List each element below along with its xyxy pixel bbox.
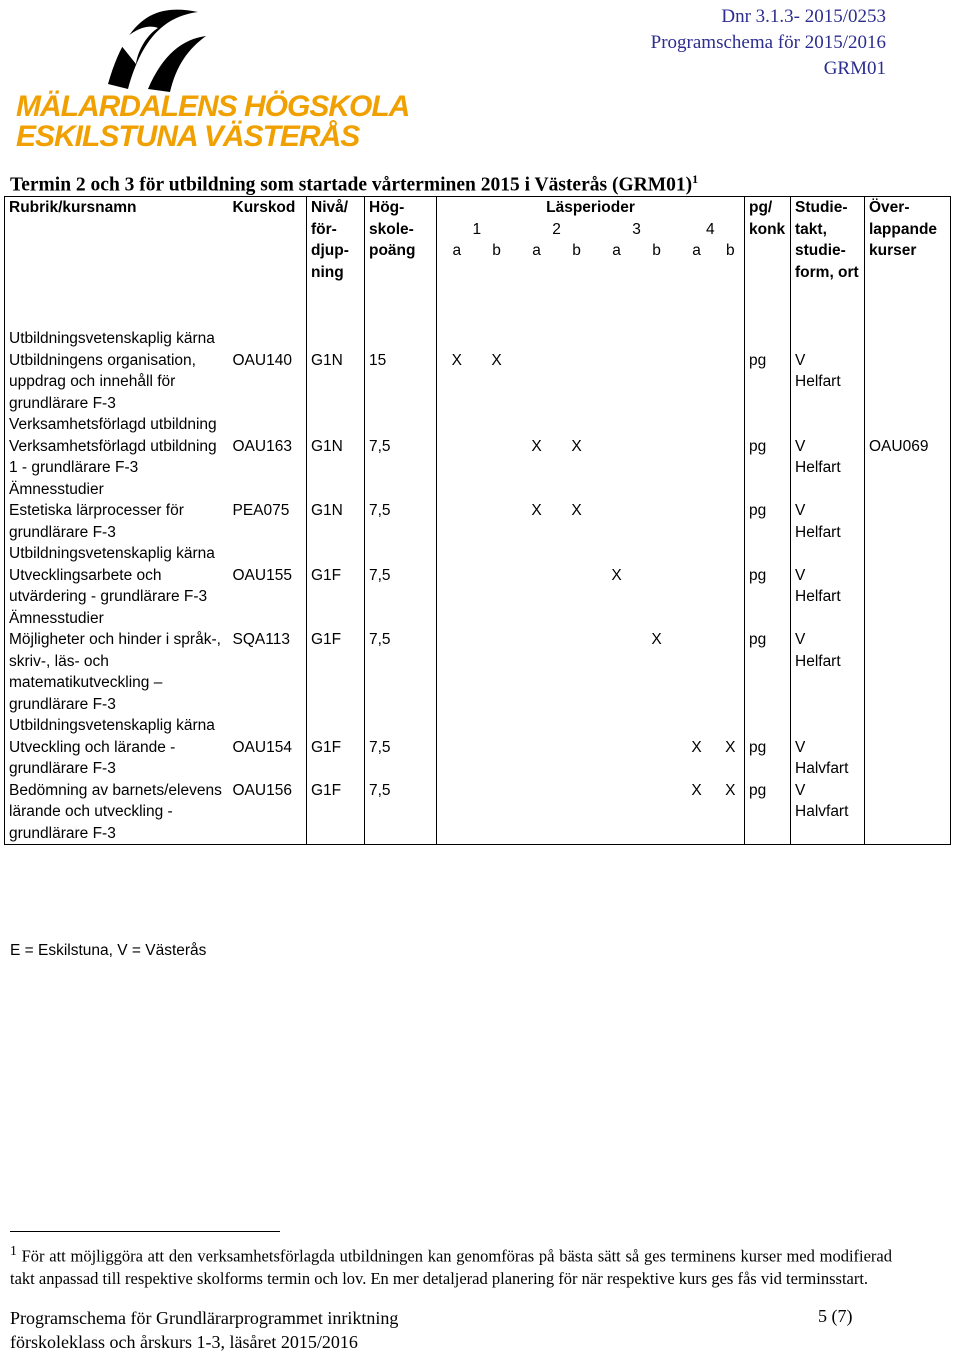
table-row <box>5 629 951 715</box>
sub-b: b <box>652 242 661 259</box>
empty-cell <box>365 543 437 565</box>
dnr: Dnr 3.1.3- 2015/0253 <box>721 6 886 27</box>
overlapping-course <box>865 629 951 715</box>
period-2: 2 <box>552 220 561 238</box>
empty-cell <box>865 543 951 565</box>
logo-emblem-icon <box>88 4 208 94</box>
period-3: 3 <box>632 220 641 238</box>
study-pace-label: Helfart <box>795 588 841 605</box>
period-mark <box>477 565 517 608</box>
period-mark <box>517 350 557 415</box>
period-mark: X <box>531 437 542 455</box>
period-mark <box>437 780 477 845</box>
empty-cell <box>865 328 951 350</box>
period-mark <box>557 629 597 715</box>
period-mark: X <box>531 502 542 519</box>
period-4: 4 <box>705 220 715 238</box>
study-pace <box>791 565 865 608</box>
course-level: G1F <box>307 737 365 780</box>
section-label: Utbildningsvetenskaplig kärna <box>5 328 229 350</box>
period-mark <box>477 737 517 780</box>
sub-a: a <box>532 242 541 259</box>
period-mark: X <box>677 780 717 845</box>
study-pace <box>791 629 865 715</box>
empty-cell <box>865 414 951 436</box>
overlapping-course <box>865 350 951 415</box>
empty-cell <box>791 715 865 737</box>
empty-cell <box>745 414 791 436</box>
course-name: Verksamhetsförlagd utbildning 1 - grundlärare F-3 <box>5 436 229 479</box>
section-row <box>5 479 951 501</box>
period-mark <box>477 436 517 479</box>
period-mark: X <box>611 566 622 584</box>
course-level: G1F <box>307 780 365 845</box>
page-title: Termin 2 och 3 för utbildning som startade vårterminen 2015 i Västerås $(GRM01)^1$ <box>10 172 699 196</box>
table-row <box>5 500 951 543</box>
logo-text-line2: ESKILSTUNA VÄSTERÅS <box>16 120 360 153</box>
period-mark <box>557 780 597 845</box>
document-reference <box>651 4 886 82</box>
section-label: Utbildningsvetenskaplig kärna <box>5 543 229 565</box>
empty-cell <box>437 543 745 565</box>
period-mark <box>437 565 477 608</box>
col-hp: Hög-skole-poäng <box>365 197 437 329</box>
period-mark: X <box>651 631 662 648</box>
course-code: SQA113 <box>232 631 290 648</box>
period-mark <box>477 500 517 543</box>
course-code: OAU140 <box>232 351 292 369</box>
empty-cell <box>791 414 865 436</box>
period-mark: X <box>571 437 582 455</box>
grading: pg <box>745 737 791 780</box>
course-name: Möjligheter och hinder i språk-, skriv-, läs- och matematikutveckling – grundlärare F-3 <box>5 629 229 715</box>
course-code: OAU156 <box>229 780 307 845</box>
period-mark <box>437 436 477 479</box>
course-credits: 7,5 <box>365 629 437 715</box>
period-mark <box>437 737 477 780</box>
empty-cell <box>745 479 791 501</box>
period-mark: X <box>491 351 502 369</box>
empty-cell <box>307 328 365 350</box>
empty-cell <box>365 715 437 737</box>
study-pace-label: Halvfart <box>795 803 849 820</box>
period-mark <box>637 350 677 415</box>
course-level: G1N <box>307 500 365 543</box>
section-row <box>5 543 951 565</box>
period-mark <box>677 629 717 715</box>
empty-cell <box>791 608 865 630</box>
table-row <box>5 436 951 479</box>
period-mark: X <box>691 738 702 756</box>
col-lasperioder: Läsperioder <box>437 197 745 219</box>
empty-cell <box>365 608 437 630</box>
empty-cell <box>865 479 951 501</box>
empty-cell <box>791 479 865 501</box>
course-credits: 7,5 <box>365 500 437 543</box>
empty-cell <box>745 328 791 350</box>
study-location: V <box>795 351 806 369</box>
period-mark: X <box>571 502 582 519</box>
col-niva: Nivå/ för-djup-ning <box>307 197 365 329</box>
empty-cell <box>865 715 951 737</box>
empty-cell <box>437 479 745 501</box>
footnote-divider <box>10 1231 280 1232</box>
period-mark <box>517 629 557 715</box>
col-studietakt: Studie-takt, studie-form, ort <box>791 197 865 329</box>
course-credits: 7,5 <box>365 780 437 845</box>
sub-a: a <box>437 240 477 328</box>
period-mark <box>557 350 597 415</box>
course-name: Bedömning av barnets/elevens lärande och utveckling - grundlärare F-3 <box>5 780 229 845</box>
section-label: Ämnesstudier <box>5 608 229 630</box>
sub-a: a <box>692 242 701 259</box>
footnote-ref: 1 <box>692 172 699 186</box>
empty-cell <box>745 543 791 565</box>
period-mark <box>557 737 597 780</box>
empty-cell <box>229 543 307 565</box>
period-mark <box>677 350 717 415</box>
overlapping-course <box>865 500 951 543</box>
study-pace <box>791 350 865 415</box>
section-label: Verksamhetsförlagd utbildning <box>5 414 229 436</box>
sub-b: b <box>492 242 501 259</box>
table-body <box>5 328 951 845</box>
section-label: Utbildningsvetenskaplig kärna <box>5 715 229 737</box>
course-code: OAU155 <box>232 566 292 584</box>
location-legend: E = Eskilstuna, V = Västerås <box>10 942 207 959</box>
overlapping-course <box>865 565 951 608</box>
study-location: V <box>795 502 806 519</box>
footnote <box>10 1240 892 1290</box>
table-row <box>5 737 951 780</box>
period-1: 1 <box>437 219 517 241</box>
period-mark: X <box>437 350 477 415</box>
section-row <box>5 608 951 630</box>
study-pace-label: Helfart <box>795 523 841 541</box>
study-pace <box>791 436 865 479</box>
empty-cell <box>365 328 437 350</box>
sub-b: b <box>572 242 581 259</box>
period-mark <box>637 500 677 543</box>
empty-cell <box>229 608 307 630</box>
overlapping-course: OAU069 <box>865 436 951 479</box>
period-mark: X <box>717 780 745 845</box>
course-credits: 7,5 <box>365 737 437 780</box>
period-mark <box>437 500 477 543</box>
schema-title: Programschema för 2015/2016 <box>650 32 886 53</box>
course-code: OAU163 <box>232 437 292 455</box>
period-mark <box>677 436 717 479</box>
course-credits: 7,5 <box>365 436 437 479</box>
period-mark <box>517 737 557 780</box>
empty-cell <box>229 328 307 350</box>
period-mark <box>717 500 745 543</box>
course-level: G1N <box>307 436 365 479</box>
empty-cell <box>437 414 745 436</box>
sub-a: a <box>612 242 621 259</box>
course-credits: 7,5 <box>365 565 437 608</box>
empty-cell <box>307 715 365 737</box>
section-row <box>5 328 951 350</box>
overlapping-course <box>865 737 951 780</box>
empty-cell <box>307 543 365 565</box>
period-mark <box>677 500 717 543</box>
course-name: Utbildningens organisation, uppdrag och innehåll för grundlärare F-3 <box>5 350 229 415</box>
course-name: Utvecklingsarbete och utvärdering - grundlärare F-3 <box>5 565 229 608</box>
period-mark <box>677 565 717 608</box>
section-label: Ämnesstudier <box>5 479 229 501</box>
col-rubrik: Rubrik/kursnamn <box>5 197 229 329</box>
col-kurskod: Kurskod <box>229 197 307 329</box>
grading: pg <box>745 350 791 415</box>
study-pace <box>791 500 865 543</box>
study-location: V <box>795 781 806 799</box>
study-location: V <box>795 631 806 648</box>
period-mark <box>637 780 677 845</box>
study-location: V <box>795 566 806 584</box>
course-level: G1F <box>307 565 365 608</box>
period-mark <box>437 629 477 715</box>
empty-cell <box>437 608 745 630</box>
course-level: G1N <box>307 350 365 415</box>
sub-b: b <box>725 242 735 259</box>
period-mark <box>717 629 745 715</box>
program-code: GRM01 <box>823 58 886 79</box>
study-pace-label: Helfart <box>795 652 841 670</box>
study-pace <box>791 737 865 780</box>
empty-cell <box>307 479 365 501</box>
grading: pg <box>745 629 791 715</box>
section-row <box>5 414 951 436</box>
period-mark <box>597 500 637 543</box>
grading: pg <box>745 780 791 845</box>
study-location: V <box>795 738 806 756</box>
period-mark <box>597 436 637 479</box>
period-mark <box>717 350 745 415</box>
course-credits: 15 <box>365 350 437 415</box>
course-level: G1F <box>307 629 365 715</box>
empty-cell <box>307 608 365 630</box>
empty-cell <box>229 479 307 501</box>
empty-cell <box>791 328 865 350</box>
empty-cell <box>365 414 437 436</box>
study-pace-label: Helfart <box>795 373 841 390</box>
page-footer <box>10 1306 398 1354</box>
period-mark <box>477 629 517 715</box>
grading: pg <box>745 436 791 479</box>
period-mark <box>517 565 557 608</box>
study-pace-label: Halvfart <box>795 760 849 777</box>
period-mark <box>717 436 745 479</box>
col-pg: pg/ konk <box>745 197 791 329</box>
empty-cell <box>865 608 951 630</box>
period-mark <box>637 436 677 479</box>
period-mark <box>597 780 637 845</box>
course-schedule-table <box>4 196 951 845</box>
study-pace <box>791 780 865 845</box>
period-mark <box>477 780 517 845</box>
table-row <box>5 350 951 415</box>
period-mark <box>557 565 597 608</box>
empty-cell <box>745 715 791 737</box>
study-location: V <box>795 437 806 455</box>
footnote-text: För att möjliggöra att den verksamhetsförlagda utbildningen kan genomföras på bästa sätt så ges terminens kurser med modifierad takt anpassad till respektive skolforms termin och lov. En mer detaljerad planering för när respektive kurs ges fås vid terminsstart. <box>10 1246 892 1288</box>
table-row <box>5 565 951 608</box>
period-mark <box>597 737 637 780</box>
period-mark <box>597 350 637 415</box>
page-number: 5 (7) <box>818 1306 853 1326</box>
period-mark <box>717 565 745 608</box>
footer-line1: Programschema för Grundlärarprogrammet inriktning <box>10 1308 399 1328</box>
empty-cell <box>791 543 865 565</box>
course-code: PEA075 <box>232 502 290 519</box>
empty-cell <box>307 414 365 436</box>
empty-cell <box>229 715 307 737</box>
table-row <box>5 780 951 845</box>
overlapping-course <box>865 780 951 845</box>
header-row-1 <box>5 197 951 219</box>
period-mark <box>637 737 677 780</box>
empty-cell <box>437 328 745 350</box>
col-overlapp: Över-lappande kurser <box>865 197 951 329</box>
period-mark <box>637 565 677 608</box>
logo-text-line1: MÄLARDALENS HÖGSKOLA <box>16 90 410 123</box>
grading: pg <box>745 500 791 543</box>
course-name: Utveckling och lärande - grundlärare F-3 <box>5 737 229 780</box>
section-row <box>5 715 951 737</box>
footnote-mark: 1 <box>10 1243 17 1258</box>
grading: pg <box>745 565 791 608</box>
university-logo <box>8 4 410 154</box>
empty-cell <box>745 608 791 630</box>
empty-cell <box>437 715 745 737</box>
empty-cell <box>229 414 307 436</box>
study-pace-label: Helfart <box>795 459 841 476</box>
empty-cell <box>365 479 437 501</box>
course-code: OAU154 <box>232 738 292 756</box>
course-name: Estetiska lärprocesser för grundlärare F-3 <box>5 500 229 543</box>
footer-line2: förskoleklass och årskurs 1-3, läsåret 2015/2016 <box>10 1332 358 1352</box>
period-mark: X <box>725 738 736 756</box>
period-mark <box>597 629 637 715</box>
period-mark <box>517 780 557 845</box>
